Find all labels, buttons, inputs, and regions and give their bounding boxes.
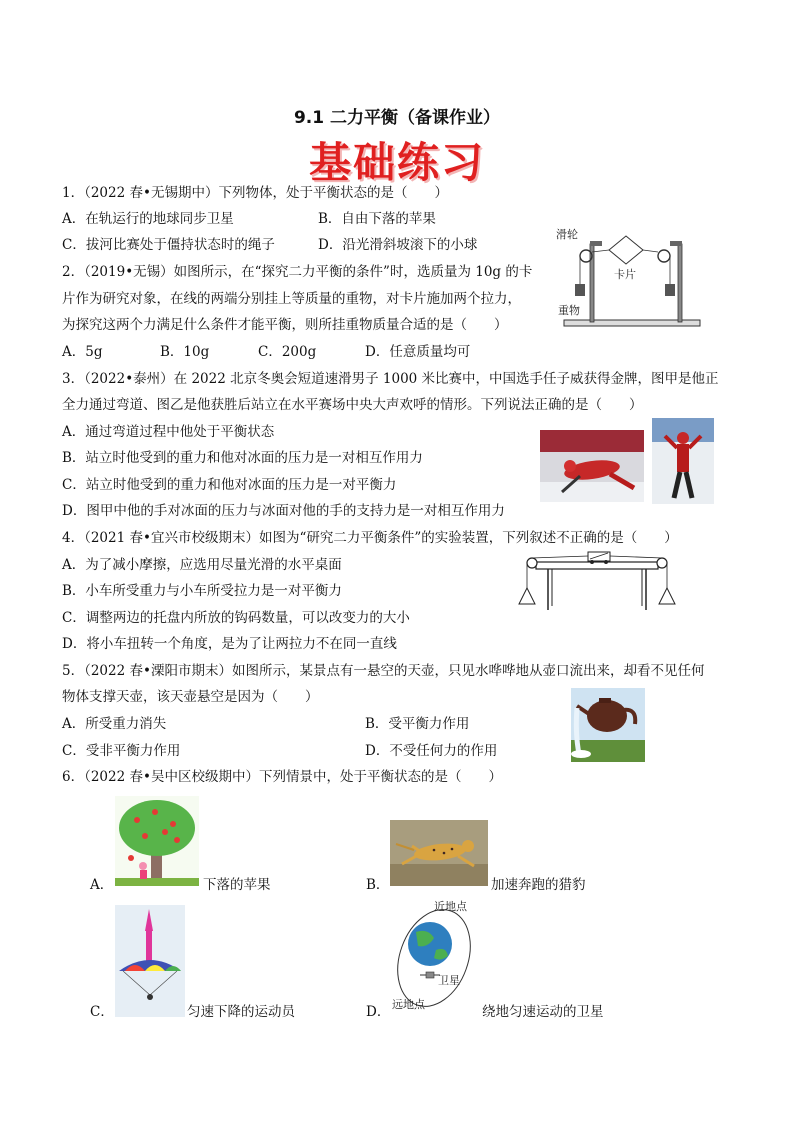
q1-option-d: D．沿光滑斜坡滚下的小球	[318, 237, 478, 253]
q6-option-d-letter: D．	[366, 1004, 391, 1020]
q4-stem: 4．（2021 春•宜兴市校级期末）如图为“研究二力平衡条件”的实验装置，下列叙述不正确的是（ ）	[62, 530, 678, 546]
q3-option-c: C．站立时他受到的重力和他对冰面的压力是一对平衡力	[62, 477, 397, 493]
q1-option-c: C．拔河比赛处于僵持状态时的绳子	[62, 237, 275, 253]
q3-option-d: D．图甲中他的手对冰面的压力与冰面对他的手的支持力是一对相互作用力	[62, 503, 505, 519]
apogee-label: 远地点	[392, 998, 425, 1011]
q2-apparatus-figure	[554, 226, 706, 331]
q4-option-a: A．为了减小摩擦，应选用尽量光滑的水平桌面	[62, 557, 342, 573]
q3-option-b: B．站立时他受到的重力和他对冰面的压力是一对相互作用力	[62, 450, 423, 466]
pulley-label: 滑轮	[556, 228, 578, 241]
q6-option-b-text: 加速奔跑的猎豹	[491, 877, 586, 893]
q6-option-a-text: 下落的苹果	[203, 877, 271, 893]
running-cheetah-image	[390, 820, 488, 886]
apple-tree-image	[115, 796, 199, 886]
q5-option-d: D．不受任何力的作用	[365, 743, 498, 759]
q3-stem-line2: 全力通过弯道、图乙是他获胜后站立在水平赛场中央大声欢呼的情形。下列说法正确的是（ ）	[62, 397, 643, 413]
q5-stem-line1: 5．（2022 春•溧阳市期末）如图所示，某景点有一悬空的天壶，只见水哗哗地从壶口流出来，却看不见任何	[62, 663, 705, 679]
q2-option-a: A．5g	[62, 344, 103, 360]
q3-option-a: A．通过弯道过程中他处于平衡状态	[62, 424, 275, 440]
q1-stem: 1．（2022 春•无锡期中）下列物体，处于平衡状态的是（ ）	[62, 185, 448, 201]
weight-label: 重物	[558, 304, 580, 317]
q6-stem: 6．（2022 春•吴中区校级期中）下列情景中，处于平衡状态的是（ ）	[62, 769, 502, 785]
q6-option-d-text: 绕地匀速运动的卫星	[482, 1004, 604, 1020]
q5-option-c: C．受非平衡力作用	[62, 743, 181, 759]
q5-stem-line2: 物体支撑天壶，该天壶悬空是因为（ ）	[62, 689, 319, 705]
q6-option-a-letter: A．	[90, 877, 114, 893]
perigee-label: 近地点	[434, 900, 467, 913]
satellite-orbit-diagram	[388, 898, 480, 1018]
q1-option-b: B．自由下落的苹果	[318, 211, 436, 227]
section-banner: 基础练习	[308, 138, 485, 187]
q4-option-d: D．将小车扭转一个角度，是为了让两拉力不在同一直线	[62, 636, 397, 652]
speed-skater-standing-photo	[652, 418, 714, 504]
q6-option-c-letter: C．	[90, 1004, 114, 1020]
q2-stem-line1: 2．（2019•无锡）如图所示，在“探究二力平衡的条件”时，选质量为 10g 的卡	[62, 264, 533, 280]
q2-stem-line2: 片作为研究对象，在线的两端分别挂上等质量的重物，对卡片施加两个拉力，	[62, 291, 521, 307]
q2-stem-line3: 为探究这两个力满足什么条件才能平衡，则所挂重物质量合适的是（ ）	[62, 317, 508, 333]
speed-skater-cornering-photo	[540, 430, 644, 502]
card-label: 卡片	[614, 268, 636, 281]
q3-stem-line1: 3．（2022•泰州）在 2022 北京冬奥会短道速滑男子 1000 米比赛中，中国选手任子威获得金牌，图甲是他正	[62, 371, 719, 387]
q4-option-b: B．小车所受重力与小车所受拉力是一对平衡力	[62, 583, 342, 599]
q2-option-c: C．200g	[258, 344, 317, 360]
q4-cart-table-figure	[518, 548, 676, 612]
q2-option-b: B．10g	[160, 344, 210, 360]
floating-teapot-photo	[571, 688, 645, 762]
q6-option-b-letter: B．	[366, 877, 390, 893]
q4-option-c: C．调整两边的托盘内所放的钩码数量，可以改变力的大小	[62, 610, 410, 626]
q1-option-a: A．在轨运行的地球同步卫星	[62, 211, 234, 227]
page-title: 9.1 二力平衡（备课作业）	[293, 108, 501, 128]
q6-option-c-text: 匀速下降的运动员	[187, 1004, 295, 1020]
satellite-label: 卫星	[438, 974, 460, 987]
q2-option-d: D．任意质量均可	[365, 344, 471, 360]
q5-option-b: B．受平衡力作用	[365, 716, 470, 732]
parachutist-image	[115, 905, 185, 1017]
q5-option-a: A．所受重力消失	[62, 716, 167, 732]
